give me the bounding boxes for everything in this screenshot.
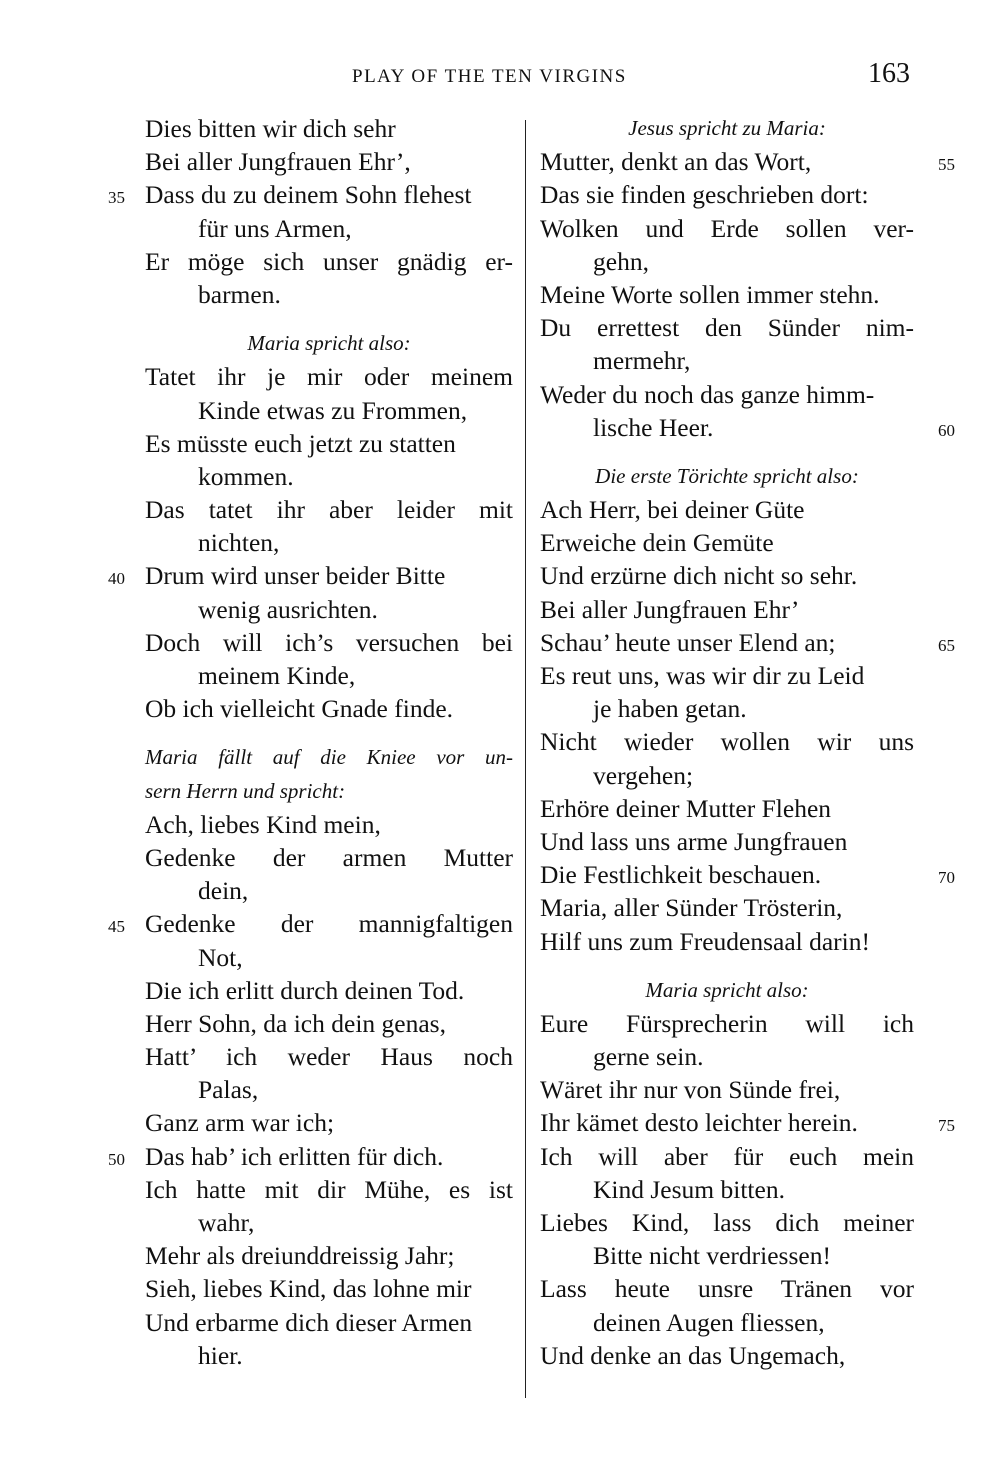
- verse-line-continuation: vergehen;: [593, 760, 694, 790]
- verse-line: Du errettest den Sünder nim-: [540, 313, 914, 343]
- verse-line-continuation: Not,: [198, 942, 243, 972]
- verse-line-continuation: hier.: [198, 1340, 243, 1370]
- column-divider: [525, 120, 526, 1398]
- verse-line: Sieh, liebes Kind, das lohne mir: [145, 1274, 472, 1304]
- verse-line: Lass heute unsre Tränen vor: [540, 1274, 914, 1304]
- verse-line: Herr Sohn, da ich dein genas,: [145, 1008, 446, 1038]
- verse-line-continuation: wahr,: [198, 1208, 255, 1237]
- speaker-direction: Die erste Törichte spricht also:: [595, 463, 859, 488]
- verse-line-continuation: barmen.: [198, 279, 281, 309]
- left-column: [108, 112, 513, 1372]
- verse-line-continuation: mermehr,: [593, 346, 691, 376]
- verse-line: Ach, liebes Kind mein,: [145, 809, 381, 839]
- line-number: 55: [938, 155, 955, 175]
- line-number: 50: [108, 1149, 125, 1169]
- verse-line: Hilf uns zum Freudensaal darin!: [540, 926, 870, 956]
- verse-text: Dass du zu deinem Sohn flehest: [145, 180, 472, 210]
- verse-line: [108, 178, 513, 211]
- verse-line-continuation: gerne sein.: [593, 1042, 704, 1072]
- speaker-direction: Jesus spricht zu Maria:: [628, 116, 826, 140]
- verse-line: Bei aller Jungfrauen Ehr’: [540, 594, 800, 624]
- verse-line-continuation: [540, 411, 955, 444]
- stage-direction: Maria fällt auf die Kniee vor un-: [145, 745, 513, 770]
- verse-line: Doch will ich’s versuchen bei: [145, 627, 513, 657]
- verse-line: Maria, aller Sünder Trösterin,: [540, 893, 843, 923]
- verse-line: Ich hatte mit dir Mühe, es ist: [145, 1174, 513, 1204]
- verse-line: Weder du noch das ganze himm-: [540, 379, 875, 409]
- speaker-direction: Maria spricht also:: [247, 331, 411, 356]
- verse-text: Drum wird unser beider Bitte: [145, 561, 446, 591]
- verse-line: Das tatet ihr aber leider mit: [145, 495, 513, 525]
- verse-line: Wolken und Erde sollen ver-: [540, 213, 914, 243]
- verse-line: Und lass uns arme Jungfrauen: [540, 826, 848, 856]
- verse-line-continuation: Palas,: [198, 1075, 259, 1105]
- verse-line: Mehr als dreiunddreissig Jahr;: [145, 1241, 455, 1271]
- verse-text: Mutter, denkt an das Wort,: [540, 147, 812, 177]
- verse-line: Tatet ihr je mir oder meinem: [145, 362, 513, 392]
- verse-line: [108, 559, 513, 592]
- verse-text: Schau’ heute unser Elend an;: [540, 627, 836, 657]
- verse-text: Die Festlichkeit beschauen.: [540, 860, 822, 890]
- verse-line: Ganz arm war ich;: [145, 1108, 335, 1138]
- verse-line: Hatt’ ich weder Haus noch: [145, 1042, 513, 1072]
- verse-text: Das hab’ ich erlitten für dich.: [145, 1141, 444, 1171]
- running-title: PLAY OF THE TEN VIRGINS: [352, 66, 627, 87]
- verse-line: Wäret ihr nur von Sünde frei,: [540, 1075, 841, 1105]
- page-number: 163: [868, 58, 910, 89]
- verse-text: Gedenke der mannigfaltigen: [145, 909, 513, 939]
- verse-line: Er möge sich unser gnädig er-: [145, 246, 513, 276]
- verse-line: Erweiche dein Gemüte: [540, 528, 774, 558]
- verse-line: Dies bitten wir dich sehr: [145, 114, 396, 143]
- verse-line: Ich will aber für euch mein: [540, 1141, 914, 1171]
- verse-line: Es müsste euch jetzt zu statten: [145, 428, 456, 458]
- verse-line: [540, 145, 955, 178]
- verse-line-continuation: gehn,: [593, 246, 649, 276]
- verse-text: lische Heer.: [593, 412, 714, 442]
- verse-line: Bei aller Jungfrauen Ehr’,: [145, 147, 411, 177]
- verse-line: Erhöre deiner Mutter Flehen: [540, 793, 832, 823]
- verse-line-continuation: je haben getan.: [593, 694, 747, 724]
- verse-line-continuation: Kinde etwas zu Frommen,: [198, 395, 468, 425]
- right-column: [540, 112, 955, 1372]
- verse-line: Ach Herr, bei deiner Güte: [540, 495, 805, 525]
- stage-direction-continuation: sern Herrn und spricht:: [145, 778, 346, 803]
- verse-line: Eure Fürsprecherin will ich: [540, 1008, 914, 1038]
- verse-text: Ihr kämet desto leichter herein.: [540, 1108, 858, 1138]
- verse-line: Die ich erlitt durch deinen Tod.: [145, 975, 465, 1005]
- verse-line-continuation: dein,: [198, 876, 249, 906]
- verse-line: Und erbarme dich dieser Armen: [145, 1307, 473, 1337]
- line-number: 60: [938, 420, 955, 440]
- line-number: 45: [108, 917, 125, 937]
- verse-line: Und denke an das Ungemach,: [540, 1340, 846, 1370]
- verse-line: [540, 1106, 955, 1139]
- verse-line: [108, 907, 513, 940]
- verse-line-continuation: meinem Kinde,: [198, 661, 356, 690]
- line-number: 35: [108, 188, 125, 208]
- verse-line-continuation: Kind Jesum bitten.: [593, 1174, 785, 1204]
- verse-line-continuation: deinen Augen fliessen,: [593, 1307, 825, 1337]
- line-number: 65: [938, 635, 955, 655]
- verse-line: Nicht wieder wollen wir uns: [540, 727, 914, 757]
- verse-line-continuation: wenig ausrichten.: [198, 594, 378, 624]
- speaker-direction: Maria spricht also:: [645, 977, 809, 1002]
- verse-line-continuation: nichten,: [198, 528, 280, 558]
- verse-line: Liebes Kind, lass dich meiner: [540, 1208, 914, 1237]
- verse-line-continuation: für uns Armen,: [198, 213, 352, 243]
- verse-line: Gedenke der armen Mutter: [145, 842, 513, 872]
- verse-line: [108, 1140, 513, 1173]
- line-number: 75: [938, 1116, 955, 1136]
- verse-line: Das sie finden geschrieben dort:: [540, 180, 869, 210]
- line-number: 70: [938, 868, 955, 888]
- verse-line: Und erzürne dich nicht so sehr.: [540, 561, 858, 591]
- verse-line: Ob ich vielleicht Gnade finde.: [145, 694, 454, 724]
- line-number: 40: [108, 569, 125, 589]
- verse-line: [540, 858, 955, 891]
- verse-line: Es reut uns, was wir dir zu Leid: [540, 661, 865, 690]
- verse-line-continuation: Bitte nicht verdriessen!: [593, 1241, 831, 1271]
- verse-line: [540, 626, 955, 659]
- verse-line: Meine Worte sollen immer stehn.: [540, 279, 880, 309]
- verse-line-continuation: kommen.: [198, 461, 294, 491]
